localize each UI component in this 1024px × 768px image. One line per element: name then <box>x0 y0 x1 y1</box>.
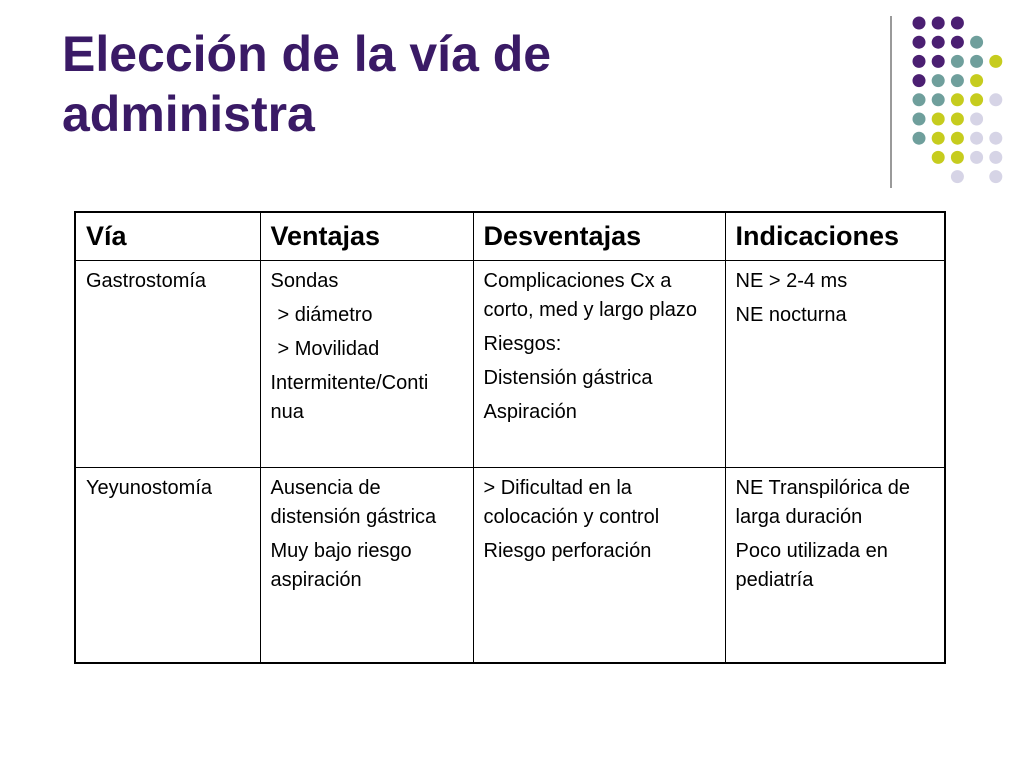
cell-ventajas <box>260 261 473 468</box>
decorative-dot <box>913 74 926 87</box>
decorative-dot <box>989 151 1002 164</box>
cell-line: NE > 2-4 ms <box>735 270 848 292</box>
table-row <box>76 468 944 663</box>
decorative-dot <box>989 132 1002 145</box>
decorative-dot <box>913 93 926 106</box>
decorative-dot <box>951 151 964 164</box>
cell-line: Riesgo perforación <box>483 540 652 562</box>
cell-line: Ausencia de distensión gástrica <box>270 477 437 528</box>
cell-indicaciones <box>725 261 944 468</box>
decorative-dot <box>913 36 926 49</box>
decorative-dot <box>970 93 983 106</box>
decorative-dot <box>970 113 983 126</box>
cell-line: Distensión gástrica <box>483 367 653 389</box>
decorative-dot <box>913 17 926 30</box>
comparison-table <box>74 211 946 664</box>
decorative-dot <box>989 93 1002 106</box>
decorative-dot <box>932 113 945 126</box>
cell-line: > Movilidad <box>277 338 380 360</box>
decorative-dot <box>913 55 926 68</box>
comparison-grid <box>76 213 944 662</box>
decorative-dot <box>932 55 945 68</box>
cell-line: NE nocturna <box>735 304 847 326</box>
cell-line: Sondas <box>270 270 339 292</box>
decorative-dot <box>951 170 964 183</box>
decorative-dot <box>913 132 926 145</box>
table-header-row <box>76 213 944 261</box>
table-row <box>76 261 944 468</box>
cell-line: Muy bajo riesgo aspiración <box>270 540 412 591</box>
decorative-dot <box>970 132 983 145</box>
cell-line: Intermitente/Conti nua <box>270 372 429 423</box>
cell-line: Complicaciones Cx a corto, med y largo plazo <box>483 270 697 321</box>
decorative-dot <box>951 74 964 87</box>
cell-line: > diámetro <box>277 304 373 326</box>
decorative-dot <box>970 74 983 87</box>
decorative-dot <box>951 132 964 145</box>
cell-via: Yeyunostomía <box>76 468 260 663</box>
decorative-dot <box>932 93 945 106</box>
decorative-dot <box>970 55 983 68</box>
cell-via: Gastrostomía <box>76 261 260 468</box>
slide-title-line-2: administra <box>62 86 315 142</box>
cell-line: NE Transpilórica de larga duración <box>735 477 911 528</box>
decorative-dot <box>932 74 945 87</box>
decorative-dot <box>951 113 964 126</box>
cell-line: Aspiración <box>483 401 577 423</box>
decorative-dot <box>932 17 945 30</box>
cell-line: Riesgos: <box>483 333 562 355</box>
title-divider <box>890 16 892 188</box>
decorative-dot <box>951 55 964 68</box>
header-desventajas: Desventajas <box>473 213 725 261</box>
cell-indicaciones <box>725 468 944 663</box>
header-via: Vía <box>76 213 260 261</box>
slide-title <box>62 24 862 144</box>
decorative-dot <box>989 55 1002 68</box>
decorative-dot <box>970 151 983 164</box>
cell-desventajas <box>473 468 725 663</box>
decorative-dot <box>970 36 983 49</box>
slide-title-line-1: Elección de la vía de <box>62 26 552 82</box>
decorative-dot <box>951 93 964 106</box>
cell-line: Poco utilizada en pediatría <box>735 540 888 591</box>
decorative-dot <box>932 151 945 164</box>
decorative-dot <box>989 170 1002 183</box>
header-indicaciones: Indicaciones <box>725 213 944 261</box>
decorative-dot <box>913 113 926 126</box>
decorative-dot <box>932 36 945 49</box>
decorative-dot <box>951 36 964 49</box>
cell-desventajas <box>473 261 725 468</box>
decorative-dot <box>951 17 964 30</box>
header-ventajas: Ventajas <box>260 213 473 261</box>
cell-ventajas <box>260 468 473 663</box>
cell-line: > Dificultad en la colocación y control <box>483 477 660 528</box>
decorative-dot <box>932 132 945 145</box>
